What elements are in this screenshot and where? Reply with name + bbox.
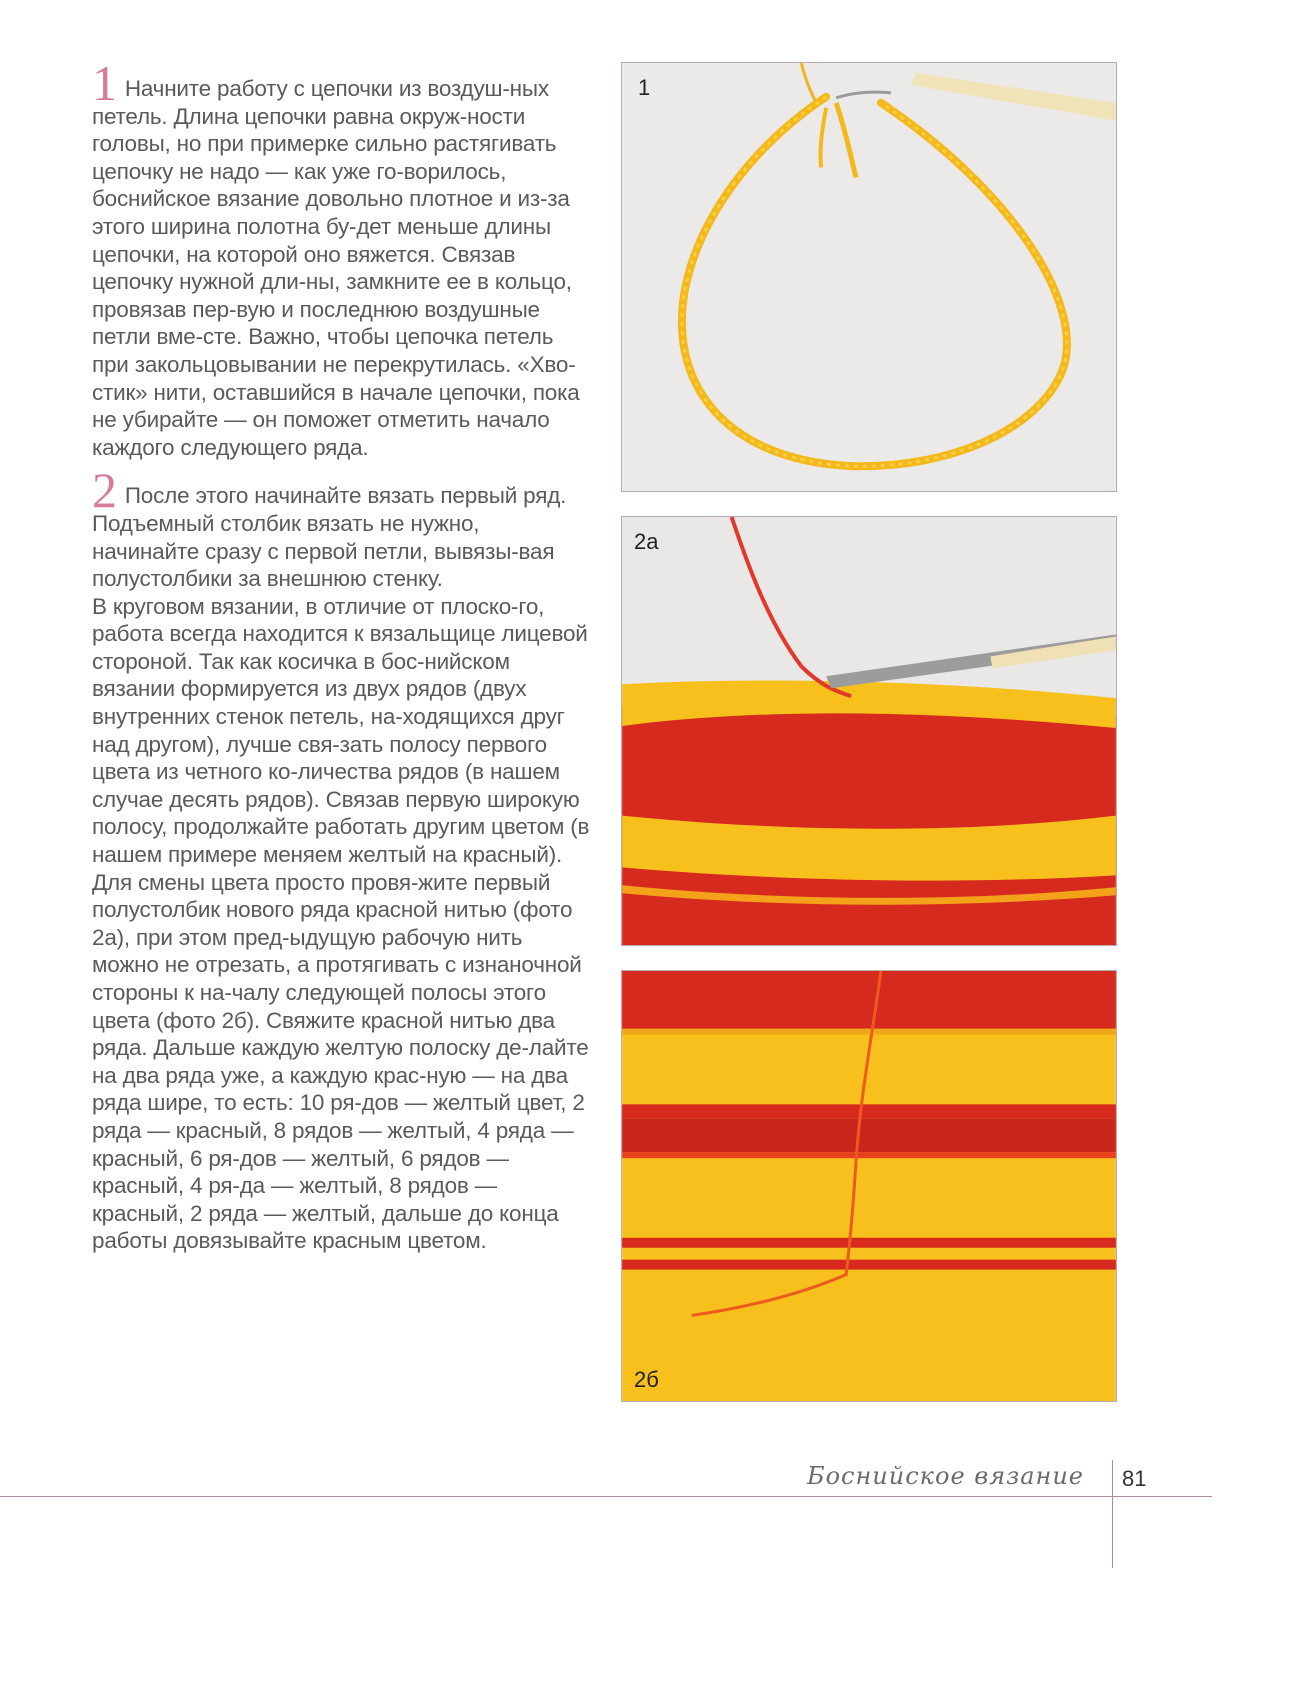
photo-label: 1	[638, 75, 651, 100]
step-1-paragraph	[92, 55, 592, 461]
step-number: 1	[92, 55, 117, 111]
step-2-paragraph-2: В круговом вязании, в отличие от плоско-го, работа всегда находится к вязальщице лицевой стороной. Так как косичка в бос-нийском вязании формируется из двух рядов (двух внутренних стенок петель, на-ходящихся друг над другом), лучше свя-зать полосу первого цвета из четного ко-личества рядов (в нашем случае десять рядов). Связав первую широкую полосу, продолжайте работать другим цветом (в нашем примере меняем желтый на красный). Для смены цвета просто провя-жите первый полустолбик нового ряда красной нитью (фото 2а), при этом пред-ыдущую рабочую нить можно не отрезать, а протягивать с изнаночной стороны к на-чалу следующей полосы этого цвета (фото 2б). Свяжите красной нитью два ряда. Дальше каждую желтую полоску де-лайте на два ряда уже, а каждую крас-ную — на два ряда шире, то есть: 10 ря-дов — желтый цвет, 2 ряда — красный, 8 рядов — желтый, 4 ряда — красный, 6 ря-дов — желтый, 6 рядов — красный, 4 ря-да — желтый, 8 рядов — красный, 2 ряда — желтый, дальше до конца работы довязывайте красным цветом.	[92, 593, 590, 1254]
footer-divider	[0, 1496, 1212, 1497]
stripes-closeup-illustration	[622, 971, 1116, 1401]
chain-loop-illustration	[622, 63, 1116, 491]
step-text: Начните работу с цепочки из воздуш-ных петель. Длина цепочки равна окруж-ности головы, но при примерке сильно растягивать цепочку не надо — как уже го-ворилось, боснийское вязание довольно плотное и из-за этого ширина полотна бу-дет меньше длины цепочки, на которой оно вяжется. Связав цепочку нужной дли-ны, замкните ее в кольцо, провязав пер-вую и последнюю воздушные петли вме-сте. Важно, чтобы цепочка петель при закольцовывании не перекрутилась. «Хво-стик» нити, оставшийся в начале цепочки, пока не убирайте — он поможет отметить начало каждого следующего ряда.	[92, 76, 580, 460]
photo-1	[621, 62, 1117, 492]
photo-2b	[621, 970, 1117, 1402]
page-number: 81	[1122, 1466, 1147, 1491]
photo-2a	[621, 516, 1117, 946]
photo-label: 2а	[634, 529, 659, 554]
photo-label: 2б	[634, 1367, 659, 1392]
footer-vertical-divider	[1112, 1460, 1113, 1568]
step-number: 2	[92, 462, 117, 519]
section-title: Боснийское вязание	[806, 1462, 1084, 1490]
text-column	[92, 55, 592, 1255]
step-text: После этого начинайте вязать первый ряд. Подъемный столбик вязать не нужно, начинайте сразу с первой петли, вывязы-вая полустолбики за внешнюю стенку.	[92, 483, 567, 592]
step-2	[92, 462, 592, 1255]
step-1	[92, 55, 592, 461]
step-2-paragraph	[92, 462, 592, 592]
striped-knit-hook-illustration	[622, 517, 1116, 945]
